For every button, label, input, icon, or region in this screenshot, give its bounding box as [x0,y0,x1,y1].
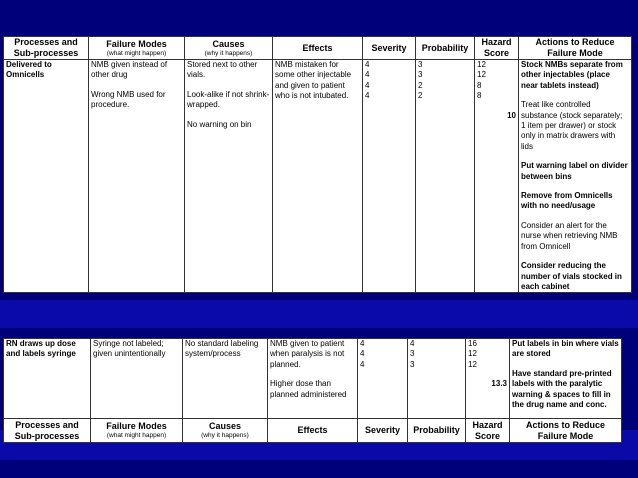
fmea-table-top [3,36,632,293]
action-item: Consider an alert for the nurse when retrieving NMB from Omnicell [521,220,618,251]
hazard-value: 16 [468,339,477,348]
table-row [4,339,622,419]
header-causes-label: Causes [208,421,242,431]
cause: Look-alike if not shrink-wrapped. [187,89,270,110]
header-probability: Probability [408,419,466,443]
probability-value: 2 [418,91,423,101]
header-process: Processes and Sub-processes [4,37,89,60]
severity-value: 4 [360,339,365,348]
probability-cell [416,60,475,293]
header-actions: Actions to Reduce Failure Mode [510,419,622,443]
fmea-table-bottom [3,338,622,443]
header-causes-label: Causes [212,38,245,49]
header-effects: Effects [273,37,363,60]
action-item: Put labels in bin where vials are stored [512,339,619,359]
hazard-average: 13.3 [491,379,507,389]
severity-value: 4 [365,60,370,69]
header-hazard: Hazard Score [466,419,510,443]
header-causes [183,419,268,443]
hazard-value: 8 [477,91,482,101]
causes-cell [185,60,273,293]
probability-value: 3 [418,60,423,69]
severity-value: 4 [360,349,365,359]
severity-value: 4 [360,359,365,369]
header-failure-label: Failure Modes [106,38,167,49]
failure-modes-cell [89,60,185,293]
effects-cell: NMB mistaken for some other injectable and given to patient who is not intubated. [273,60,363,293]
probability-value: 3 [410,359,415,369]
action-item: Remove from Omnicells with no need/usage [521,191,613,211]
process-cell: Delivered to Omnicells [4,60,89,293]
hazard-value: 12 [477,60,486,69]
action-item: Put warning label on divider between bins [521,161,628,181]
hazard-value: 12 [468,349,477,359]
action-item: Treat like controlled substance (stock separately; 1 item per drawer) or stock only in matrix drawers with lids [521,100,623,151]
hazard-average: 10 [507,110,516,120]
severity-value: 4 [365,91,370,101]
header-causes [185,37,273,60]
probability-value: 2 [418,80,423,90]
header-severity: Severity [358,419,408,443]
failure-mode: NMB given instead of other drug [91,60,168,80]
header-probability: Probability [416,37,475,60]
failure-modes-cell: Syringe not labeled; given unintentionally [91,339,183,419]
cause: Stored next to other vials. [187,60,258,80]
actions-cell [510,339,622,419]
cause: No warning on bin [187,119,252,129]
severity-cell [358,339,408,419]
action-item: Consider reducing the number of vials stocked in each cabinet [521,261,622,291]
hazard-cell [475,60,519,293]
footer-header-row [4,419,622,443]
hazard-value: 8 [477,80,482,90]
action-item: Have standard pre-printed labels with the paralytic warning & spaces to fill in the drug name and conc. [512,368,612,410]
process-cell: RN draws up dose and labels syringe [4,339,91,419]
probability-value: 3 [418,70,423,80]
header-process: Processes and Sub-processes [4,419,91,443]
header-effects: Effects [268,419,358,443]
effect: NMB given to patient when paralysis is not planned. [270,339,345,369]
actions-cell [519,60,632,293]
hazard-value: 12 [468,359,477,369]
header-failure-sub: (what might happen) [106,432,167,439]
severity-value: 4 [365,80,370,90]
probability-value: 4 [410,339,415,348]
hazard-cell [466,339,510,419]
background-stripe [0,300,638,328]
table-row [4,60,632,293]
effects-cell [268,339,358,419]
probability-value: 3 [410,349,415,359]
severity-value: 4 [365,70,370,80]
failure-mode: Wrong NMB used for procedure. [91,89,166,110]
probability-cell [408,339,466,419]
header-row [4,37,632,60]
severity-cell [363,60,416,293]
action-item: Stock NMBs separate from other injectables (place near tablets instead) [521,60,623,90]
header-severity: Severity [363,37,416,60]
header-causes-sub: (why it happens) [204,49,253,57]
header-failure-label: Failure Modes [106,421,167,431]
header-causes-sub: (why it happens) [201,432,249,439]
header-failure-modes [89,37,185,60]
header-actions: Actions to Reduce Failure Mode [519,37,632,60]
causes-cell: No standard labeling system/process [183,339,268,419]
header-failure-sub: (what might happen) [106,49,167,57]
hazard-value: 12 [477,70,486,80]
header-failure-modes [91,419,183,443]
header-hazard: Hazard Score [475,37,519,60]
effect: Higher dose than planned administered [270,379,347,399]
